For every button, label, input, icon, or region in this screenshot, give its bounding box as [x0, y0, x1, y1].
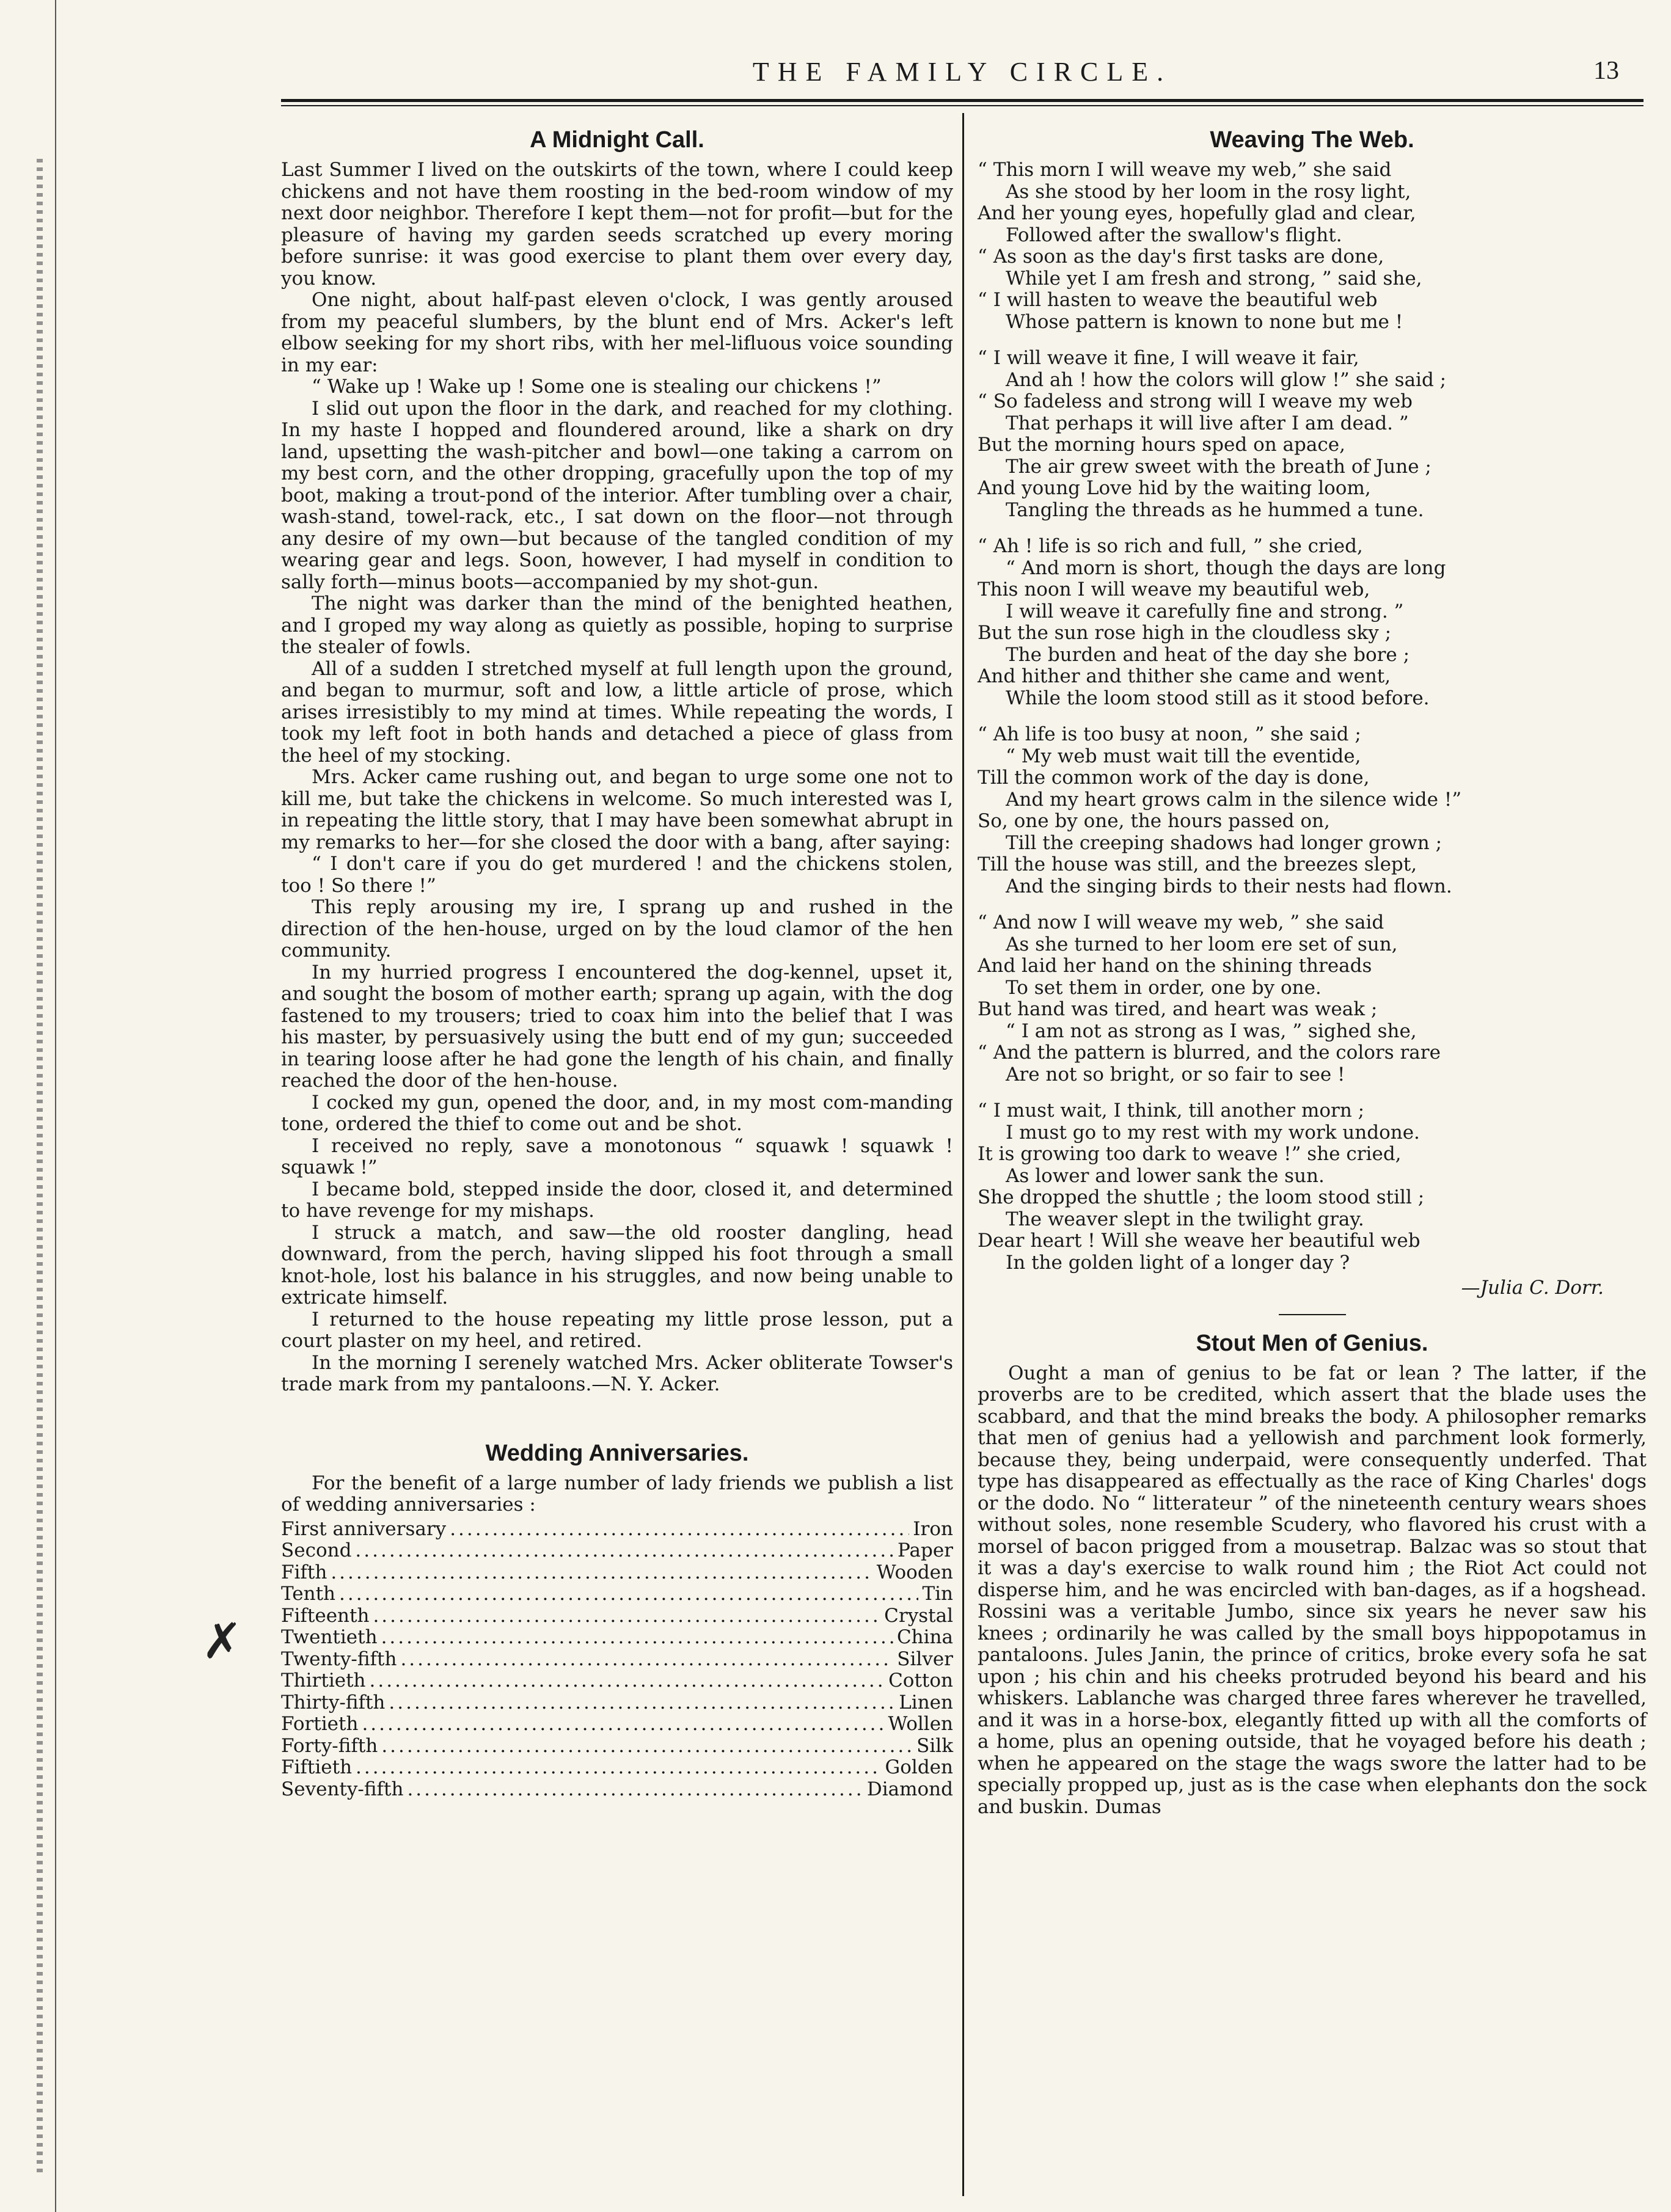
stout-men-body: Ought a man of genius to be fat or lean ? The latter, if the proverbs are to be credited, which assert that the blade uses the scabbard, and that the mind breaks the body. A philosopher remarks that men of genius had a yellowish and parchment look formerly, because they, being underpaid, were consequently underfed. That type has disappeared as effectually as the race of King Charles' dogs or the dodo. No “ litterateur ” of the nineteenth century wears shoes without soles, none resemble Scudery, who flavored his crust with a morsel of bacon prigged from a mousetrap. Balzac was so stout that it was a day's exercise to walk round him ; the Riot Act could not disperse him, and he was encircled with ban-dages, as if a hogshead. Rossini was a veritable Jumbo, since six years he never saw his knees ; ordinarily he was called by the small boys hippopotamus in pantaloons. Jules Janin, the prince of critics, broke every sofa he sat upon ; his chin and his cheeks protruded beyond his beard and his whiskers. Lablanche was charged three fares wherever he travelled, and it was in a horse-box, elegantly fitted up with all the comforts of a home, plus an opening outside, that he voyaged before his death ; when he appeared on the stage the wags swore the latter had to be specially propped up, just as is the case when elephants don the sock and buskin. Dumas	[978, 1362, 1647, 1818]
poem-line: As she stood by her loom in the rosy light,	[1006, 180, 1411, 203]
poem-line: “ I am not as strong as I was, ” sighed she,	[1006, 1020, 1417, 1042]
poem-line: “ Ah life is too busy at noon, ” she said ;	[978, 723, 1361, 745]
page-title: THE FAMILY CIRCLE.	[752, 57, 1172, 87]
paragraph: I became bold, stepped inside the door, closed it, and determined to have revenge for my mishaps.	[281, 1178, 953, 1222]
handwritten-mark-icon: ✗	[202, 1613, 243, 1670]
poem-line: “ I will weave it fine, I will weave it fair,	[978, 347, 1359, 369]
paragraph: In my hurried progress I encountered the dog-kennel, upset it, and sought the bosom of mother earth; sprang up again, with the dog fastened to my trousers; tried to coax him into the belief that I was his master, by persuasively using the butt end of my gun; succeeded in tearing loose after he had gone the length of his chain, and finally reached the door of the hen-house.	[281, 961, 953, 1092]
poem-line: And ah ! how the colors will glow !” she said ;	[1006, 368, 1447, 391]
page-number: 13	[1593, 57, 1619, 85]
paragraph: The night was darker than the mind of the benighted heathen, and I groped my way along as quietly as possible, hoping to surprise the stealer of fowls.	[281, 593, 953, 658]
poem-line: “ And the pattern is blurred, and the colors rare	[978, 1042, 1441, 1064]
poem-line: And the singing birds to their nests had flown.	[1006, 875, 1452, 897]
poem-line: Are not so bright, or so fair to see !	[1006, 1063, 1345, 1086]
poem-line: In the golden light of a longer day ?	[1006, 1251, 1350, 1274]
poem-line: But the morning hours sped on apace,	[978, 434, 1345, 456]
midnight-call-body	[281, 159, 953, 1396]
poem-stanza	[978, 912, 1647, 1086]
paragraph: I struck a match, and saw—the old rooster dangling, head downward, from the perch, having slipped his foot through a small knot-hole, lost his balance in his struggles, and now being unable to extricate himself.	[281, 1221, 953, 1309]
list-item: Thirty-fifth ..... Linen	[281, 1692, 953, 1714]
list-item: Twentieth ..... China	[281, 1627, 953, 1649]
poem-line: As lower and lower sank the sun.	[1006, 1164, 1325, 1187]
paragraph: “ I don't care if you do get murdered ! and the chickens stolen, too ! So there !”	[281, 853, 953, 897]
paragraph: I received no reply, save a monotonous “ squawk ! squawk ! squawk !”	[281, 1134, 953, 1178]
binding-streak	[37, 159, 43, 2175]
poem-stanza	[978, 724, 1647, 897]
page-header	[281, 56, 1644, 93]
right-column	[978, 125, 1647, 1818]
poem-line: Till the house was still, and the breezes slept,	[978, 853, 1417, 875]
poem-line: Dear heart ! Will she weave her beautiful web	[978, 1230, 1421, 1252]
paragraph: Mrs. Acker came rushing out, and began to urge some one not to kill me, but take the chickens in welcome. So much interested was I, in repeating the little story, that I may have been somewhat abrupt in my remarks to her—for she closed the door with a bang, after saying:	[281, 766, 953, 853]
left-column	[281, 125, 953, 1800]
column-divider	[962, 113, 964, 2196]
list-item: Seventy-fifth ..... Diamond	[281, 1779, 953, 1801]
page-binding-edge	[0, 0, 56, 2212]
article-title-wedding-anniversaries: Wedding Anniversaries.	[485, 1440, 749, 1466]
poem-line: But the sun rose high in the cloudless sky ;	[978, 622, 1392, 644]
poem-line: That perhaps it will live after I am dead. ”	[1006, 412, 1409, 434]
poem-line: And my heart grows calm in the silence wide !”	[1006, 788, 1462, 811]
paragraph: All of a sudden I stretched myself at full length upon the ground, and began to murmur, soft and low, a little article of prose, which arises irresistibly to my mind at times. While repeating the words, I took my left foot in both hands and detached a piece of glass from the heel of my stocking.	[281, 657, 953, 767]
poem-line: And laid her hand on the shining threads	[978, 955, 1372, 977]
poem-line: Whose pattern is known to none but me !	[1006, 310, 1403, 333]
paragraph: In the morning I serenely watched Mrs. Acker obliterate Towser's trade mark from my pantaloons.—N. Y. Acker.	[281, 1351, 953, 1395]
poem-line: “ As soon as the day's first tasks are done,	[978, 246, 1384, 268]
poem-line: And young Love hid by the waiting loom,	[978, 477, 1371, 499]
paragraph: “ Wake up ! Wake up ! Some one is stealing our chickens !”	[312, 376, 882, 398]
wedding-intro: For the benefit of a large number of lady friends we publish a list of wedding anniversaries :	[281, 1472, 953, 1516]
poem-line: Till the creeping shadows had longer grown ;	[1006, 831, 1442, 854]
article-title-midnight-call: A Midnight Call.	[530, 127, 704, 153]
poem-line: And hither and thither she came and went,	[978, 665, 1391, 687]
header-rule-thin	[281, 105, 1644, 106]
list-item: Forty-fifth ..... Silk	[281, 1736, 953, 1758]
header-rule	[281, 99, 1644, 102]
poem-line: “ My web must wait till the eventide,	[1006, 745, 1361, 767]
poem-stanza	[978, 536, 1647, 709]
poem-line: Tangling the threads as he hummed a tune.	[1006, 498, 1424, 521]
poem-attribution: —Julia C. Dorr.	[1461, 1277, 1604, 1299]
poem-line: “ And now I will weave my web, ” she said	[978, 911, 1384, 933]
poem-line: But hand was tired, and heart was weak ;	[978, 998, 1378, 1020]
poem-line: The weaver slept in the twilight gray.	[1006, 1208, 1364, 1230]
anniversary-list	[281, 1519, 953, 1801]
paragraph: I returned to the house repeating my little prose lesson, put a court plaster on my heel, and retired.	[281, 1308, 953, 1352]
poem-line: As she turned to her loom ere set of sun,	[1006, 933, 1398, 955]
list-item: Fifth ..... Wooden	[281, 1562, 953, 1584]
poem-line: While the loom stood still as it stood before.	[1006, 687, 1430, 709]
poem-stanza	[978, 1100, 1647, 1274]
list-item: First anniversary ..... Iron	[281, 1519, 953, 1541]
poem-line: The burden and heat of the day she bore ;	[1006, 643, 1410, 666]
poem-title-weaving-the-web: Weaving The Web.	[1210, 127, 1414, 153]
poem-line: I will weave it carefully fine and strong. ”	[1006, 600, 1404, 622]
poem-line: “ Ah ! life is so rich and full, ” she cried,	[978, 535, 1363, 557]
list-item: Fortieth ..... Wollen	[281, 1714, 953, 1736]
section-divider	[1279, 1314, 1346, 1315]
list-item: Second ..... Paper	[281, 1540, 953, 1562]
poem-line: “ I will hasten to weave the beautiful web	[978, 289, 1378, 311]
poem-line: “ And morn is short, though the days are long	[1006, 557, 1446, 579]
list-item: Thirtieth ..... Cotton	[281, 1670, 953, 1692]
poem-stanza	[978, 159, 1647, 333]
poem-line: “ This morn I will weave my web,” she said	[978, 159, 1392, 181]
poem-stanza	[978, 348, 1647, 521]
poem-line: She dropped the shuttle ; the loom stood still ;	[978, 1186, 1425, 1208]
poem-line: It is growing too dark to weave !” she cried,	[978, 1143, 1402, 1165]
poem-line: So, one by one, the hours passed on,	[978, 810, 1330, 832]
poem-line: “ I must wait, I think, till another morn ;	[978, 1100, 1365, 1122]
poem-body	[978, 159, 1647, 1299]
poem-line: Followed after the swallow's flight.	[1006, 224, 1342, 246]
paragraph: I slid out upon the floor in the dark, and reached for my clothing. In my haste I hopped and floundered around, like a shark on dry land, upsetting the wash-pitcher and bowl—one taking a carrom on my best corn, and the other dropping, gracefully upon the top of my boot, making a trout-pond of the interior. After tumbling over a chair, wash-stand, towel-rack, etc., I sat down on the floor—not through any desire of my own—but because of the tangled condition of my wearing gear and legs. Soon, however, I had myself in condition to sally forth—minus boots—accompanied by my shot-gun.	[281, 397, 953, 593]
poem-line: And her young eyes, hopefully glad and clear,	[978, 202, 1416, 224]
poem-line: The air grew sweet with the breath of June ;	[1006, 455, 1432, 478]
poem-line: While yet I am fresh and strong, ” said she,	[1006, 267, 1422, 290]
list-item: Fifteenth ..... Crystal	[281, 1605, 953, 1627]
poem-line: “ So fadeless and strong will I weave my web	[978, 390, 1413, 412]
list-item: Fiftieth ..... Golden	[281, 1757, 953, 1779]
list-item: Twenty-fifth ..... Silver	[281, 1649, 953, 1671]
paragraph: This reply arousing my ire, I sprang up and rushed in the direction of the hen-house, urged on by the loud clamor of the hen community.	[281, 896, 953, 962]
article-title-stout-men: Stout Men of Genius.	[1196, 1330, 1428, 1356]
paragraph: One night, about half-past eleven o'clock, I was gently aroused from my peaceful slumbers, by the blunt end of Mrs. Acker's left elbow seeking for my short ribs, with her mel-lifluous voice sounding in my ear:	[281, 289, 953, 376]
poem-line: This noon I will weave my beautiful web,	[978, 579, 1370, 600]
poem-line: Till the common work of the day is done,	[978, 767, 1370, 789]
poem-line: To set them in order, one by one.	[1006, 976, 1322, 999]
paragraph: I cocked my gun, opened the door, and, in my most com-manding tone, ordered the thief to come out and be shot.	[281, 1091, 953, 1135]
list-item: Tenth ..... Tin	[281, 1583, 953, 1605]
poem-line: I must go to my rest with my work undone.	[1006, 1121, 1420, 1144]
paragraph: Last Summer I lived on the outskirts of the town, where I could keep chickens and not have them roosting in the bed-room window of my next door neighbor. Therefore I kept them—not for profit—but for the pleasure of having my garden seeds scratched up every moring before sunrise: it was good exercise to plant them over every day, you know.	[281, 159, 953, 290]
